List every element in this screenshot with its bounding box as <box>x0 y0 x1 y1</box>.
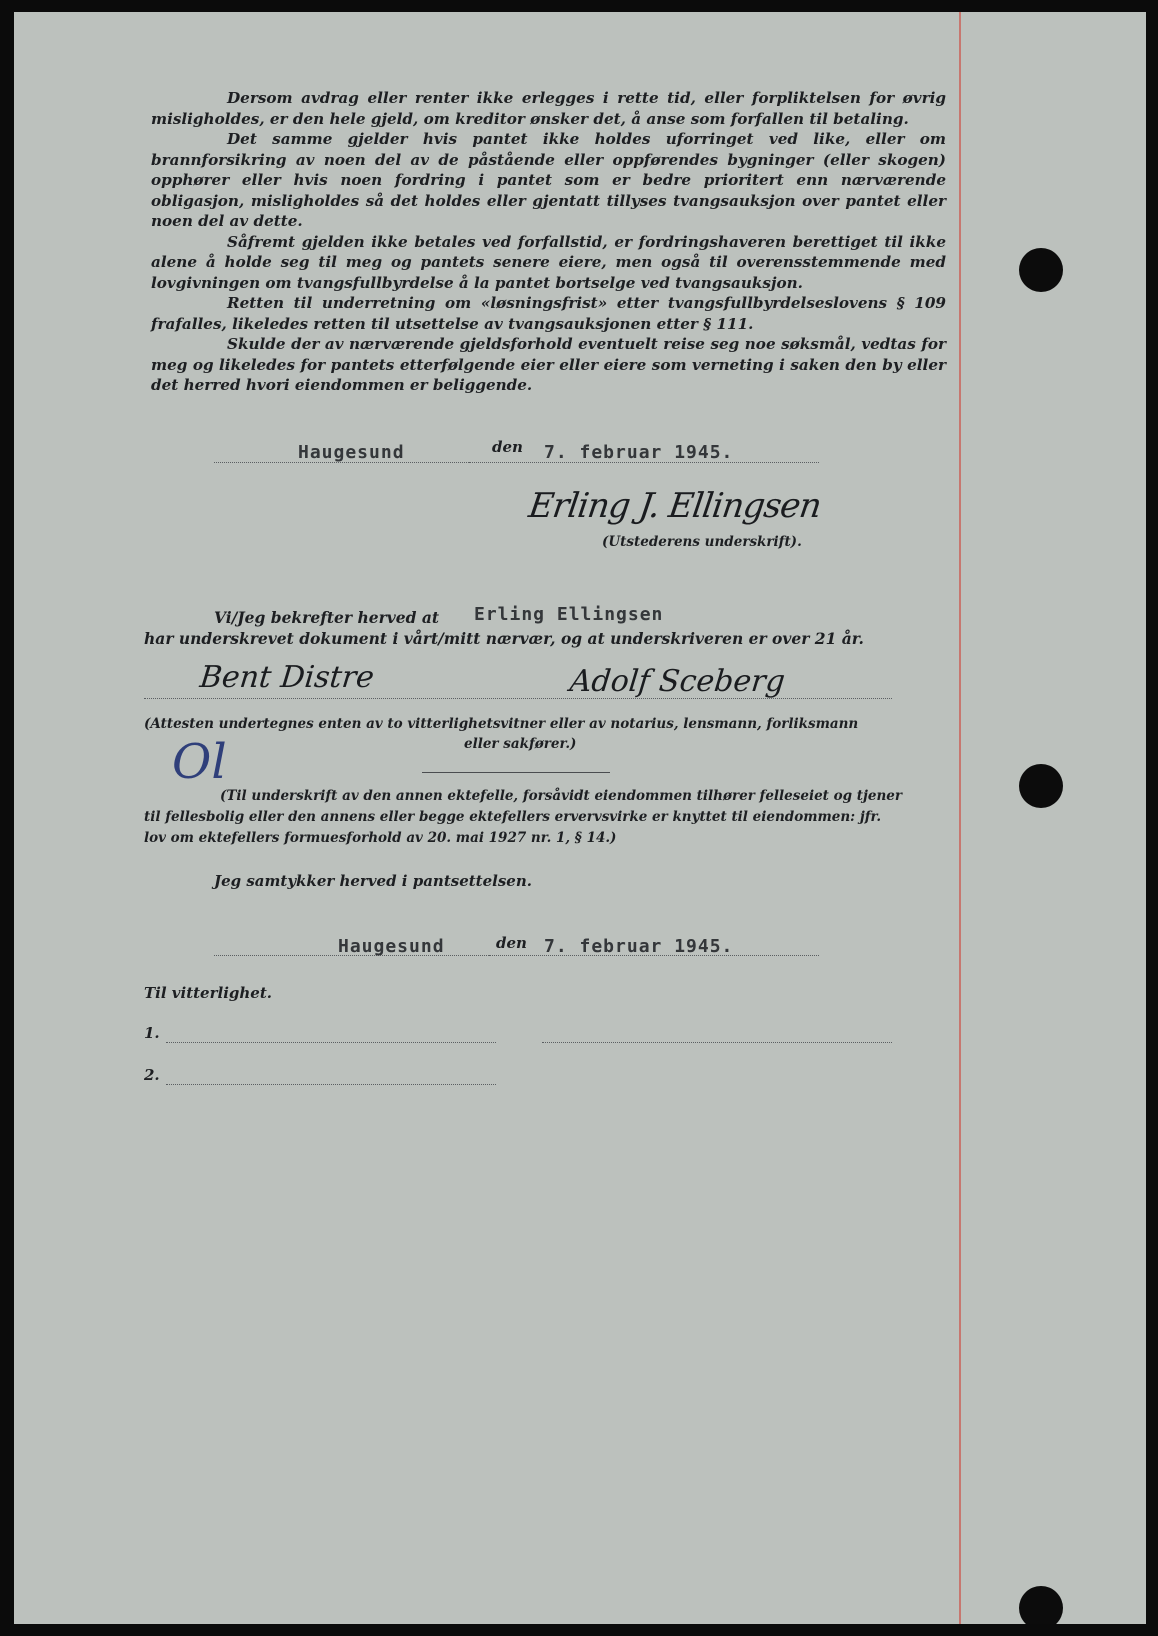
witness-line-2-left <box>166 1084 496 1085</box>
terms-paragraph: Såfremt gjelden ikke betales ved forfallstid, er fordringshaveren berettiget til ikke alene å holde seg til meg og pantets senere eiere, men også til overensstemmende med lovgivningen om tvangsfullbyrdelse å la pantet bortselge ved tvangsauksjon. <box>151 232 946 292</box>
handwritten-initials: Ol <box>172 734 227 790</box>
attest-line-2: har underskrevet dokument i vårt/mitt nærvær, og at underskriveren er over 21 år. <box>144 629 864 648</box>
punch-hole-top <box>1019 248 1063 292</box>
attest-name: Erling Ellingsen <box>474 604 664 625</box>
witness-signature-1: Bent Distre <box>198 660 376 695</box>
attest-note-2: eller sakfører.) <box>464 736 577 752</box>
den-label-1: den <box>492 438 523 456</box>
witness-number-2: 2. <box>144 1066 160 1084</box>
date-1: 7. februar 1945. <box>544 442 734 463</box>
punch-hole-middle <box>1019 764 1063 808</box>
witness-number-1: 1. <box>144 1024 160 1042</box>
terms-paragraph: Dersom avdrag eller renter ikke erlegges i rette tid, eller forpliktelsen for øvrig misligholdes, er den hele gjeld, om kreditor ønsker det, å anse som forfallen til betaling. <box>151 89 946 128</box>
issuer-signature: Erling J. Ellingsen <box>526 486 824 526</box>
attest-note-1: (Attesten undertegnes enten av to vitterlighetsvitner eller av notarius, lensmann, forliksmann <box>144 716 859 732</box>
place-2: Haugesund <box>338 936 445 957</box>
spouse-note-1: (Til underskrift av den annen ektefelle, forsåvidt eiendommen tilhører felleseiet og tjener <box>220 788 902 804</box>
terms-paragraph: Retten til underretning om «løsningsfrist» etter tvangsfullbyrdelseslovens § 109 frafalles, likeledes retten til utsettelse av tvangsauksjonen etter § 111. <box>151 294 946 333</box>
place-1: Haugesund <box>298 442 405 463</box>
spouse-note-2: til fellesbolig eller den annens eller begge ektefellers ervervsvirke er knyttet til eiendommen: jfr. <box>144 809 882 825</box>
witness-signature-2: Adolf Sceberg <box>568 664 787 699</box>
witness-line-1-left <box>166 1042 496 1043</box>
separator-line <box>422 772 610 773</box>
den-label-2: den <box>496 934 527 952</box>
document-page <box>14 12 1146 1624</box>
date-2: 7. februar 1945. <box>544 936 734 957</box>
punch-hole-bottom <box>1019 1586 1063 1624</box>
red-margin-line <box>959 12 961 1624</box>
attest-prefix: Vi/Jeg bekrefter herved at <box>214 608 440 627</box>
witness-line <box>144 698 892 699</box>
spouse-note-3: lov om ektefellers formuesforhold av 20. mai 1927 nr. 1, § 14.) <box>144 830 617 846</box>
terms-paragraph: Det samme gjelder hvis pantet ikke holdes uforringet ved like, eller om brannforsikring av noen del av de påstående eller oppførendes bygninger (eller skogen) opphører eller hvis noen fordring i pantet som er bedre prioritert enn nærværende obligasjon, misligholdes så det holdes eller gjentatt tillyses tvangsauksjon over pantet eller noen del av dette. <box>151 130 946 230</box>
terms-paragraph: Skulde der av nærværende gjeldsforhold eventuelt reise seg noe søksmål, vedtas for meg og likeledes for pantets etterfølgende eier eller eiere som verneting i saken den by eller det herred hvori eiendommen er beliggende. <box>151 335 946 394</box>
issuer-signature-caption: (Utstederens underskrift). <box>602 534 802 550</box>
witness-line-1-right <box>542 1042 892 1043</box>
consent-text: Jeg samtykker herved i pantsettelsen. <box>214 872 532 890</box>
witness-section-title: Til vitterlighet. <box>144 984 272 1002</box>
terms-text <box>151 88 946 396</box>
